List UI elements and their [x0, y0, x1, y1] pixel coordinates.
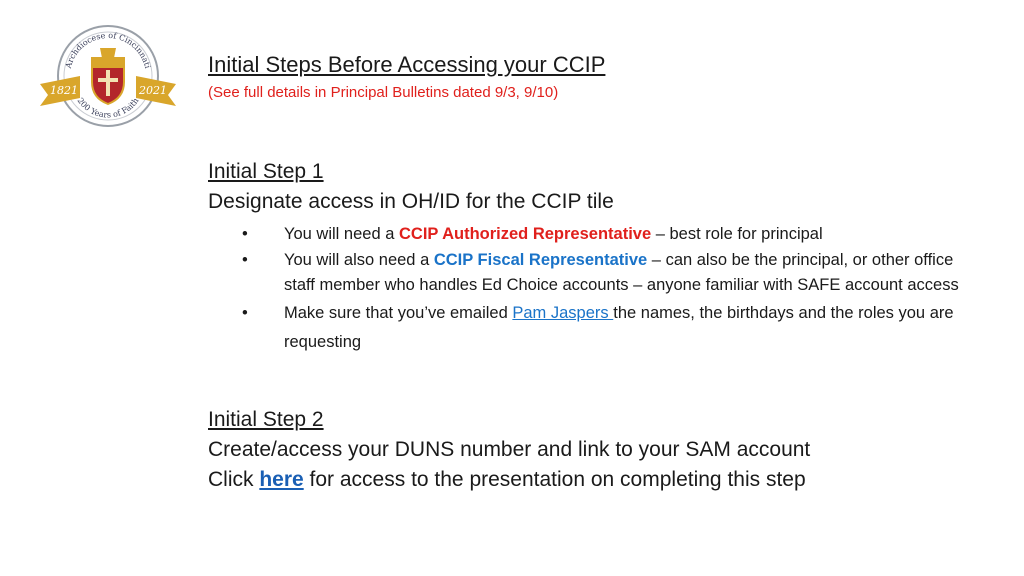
step2-heading: Initial Step 2 [208, 408, 324, 431]
step1-heading: Initial Step 1 [208, 160, 324, 183]
page-title: Initial Steps Before Accessing your CCIP [208, 52, 606, 77]
bullet-authorized-rep: • You will need a CCIP Authorized Representative – best role for principal [240, 222, 970, 248]
pam-jaspers-link[interactable]: Pam Jaspers [512, 303, 614, 322]
here-link[interactable]: here [259, 468, 304, 491]
page-subtitle: (See full details in Principal Bulletins dated 9/3, 9/10) [208, 84, 559, 101]
step1-bullet-list [240, 222, 970, 357]
year-1821: 1821 [50, 84, 78, 97]
archdiocese-seal-logo [36, 14, 180, 138]
bullet-fiscal-rep: • You will also need a CCIP Fiscal Representative – can also be the principal, or other office staff member who handles Ed Choice accounts – anyone familiar with SAFE account access [240, 248, 970, 299]
authorized-rep-highlight: CCIP Authorized Representative [398, 225, 652, 243]
year-2021: 2021 [139, 84, 167, 97]
step1-intro: Designate access in OH/ID for the CCIP tile [208, 190, 614, 213]
bullet-email-pam: • Make sure that you’ve emailed Pam Jaspers the names, the birthdays and the roles you are requesting [240, 299, 970, 357]
step2-line1: Create/access your DUNS number and link to your SAM account [208, 438, 811, 461]
seal-text-top: Archdiocese of Cincinnati [63, 30, 153, 70]
fiscal-rep-highlight: CCIP Fiscal Representative [433, 250, 648, 269]
step2-line2: Click here for access to the presentation on completing this step [208, 468, 806, 491]
seal-text-bottom: 200 Years of Faith [75, 96, 141, 120]
